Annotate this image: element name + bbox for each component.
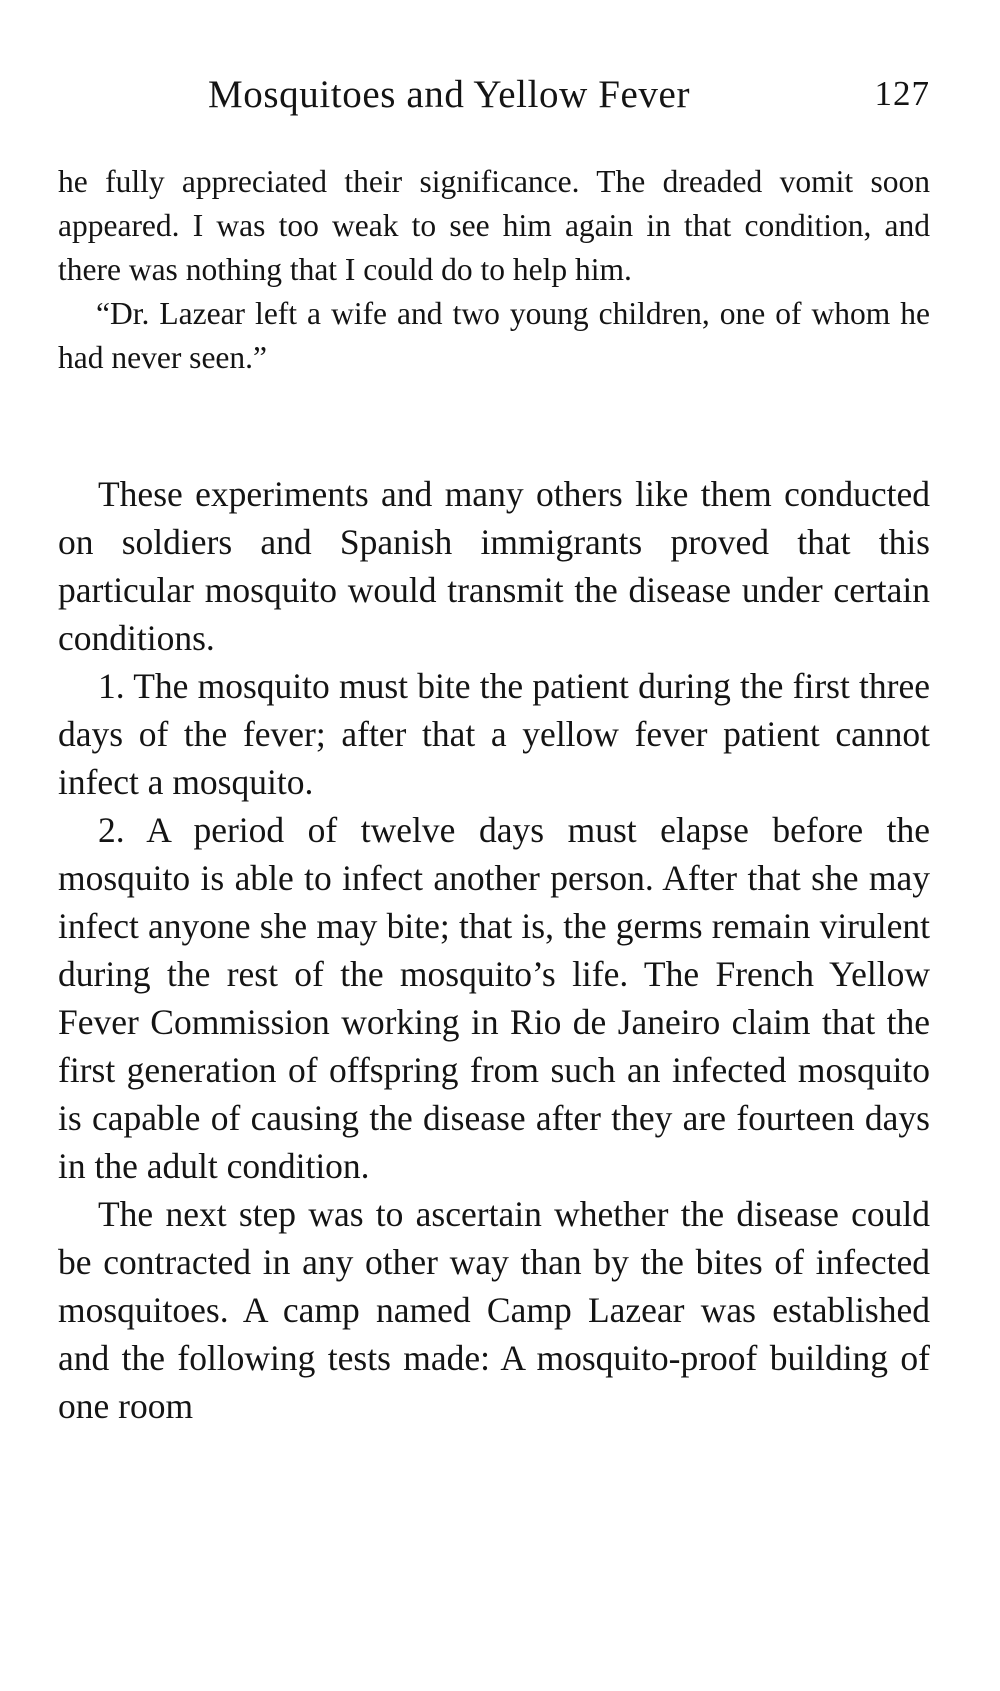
paragraph-condition-1: 1. The mosquito must bite the patient during the first three days of the fever; after that a yellow fever patient cannot infect a mosquito. [58,666,930,802]
running-title: Mosquitoes and Yellow Fever [208,73,691,116]
quoted-paragraph-1: he fully appreciated their significance. The dreaded vomit soon appeared. I was too weak to see him again in that condition, and there was nothing that I could do to help him. [58,164,930,287]
main-text [58,470,930,1430]
paragraph-condition-2: 2. A period of twelve days must elapse before the mosquito is able to infect another person. After that she may infect anyone she may bite; that is, the germs remain virulent during the rest of the mosquito’s life. The French Yellow Fever Commission working in Rio de Janeiro claim that the first generation of offspring from such an infected mosquito is capable of causing the disease after they are fourteen days in the adult condition. [58,810,930,1186]
quoted-paragraph-2: “Dr. Lazear left a wife and two young children, one of whom he had never seen.” [58,296,930,375]
paragraph-experiments: These experiments and many others like them conducted on soldiers and Spanish immigrants proved that this particular mosquito would transmit the disease under certain conditions. [58,474,930,658]
quoted-passage [58,160,930,380]
paragraph-camp-lazear: The next step was to ascertain whether the disease could be contracted in any other way than by the bites of infected mosquitoes. A camp named Camp Lazear was established and the following tests made: A mosquito-proof building of one room [58,1194,930,1426]
running-head [58,72,930,132]
page-number: 127 [874,74,930,113]
